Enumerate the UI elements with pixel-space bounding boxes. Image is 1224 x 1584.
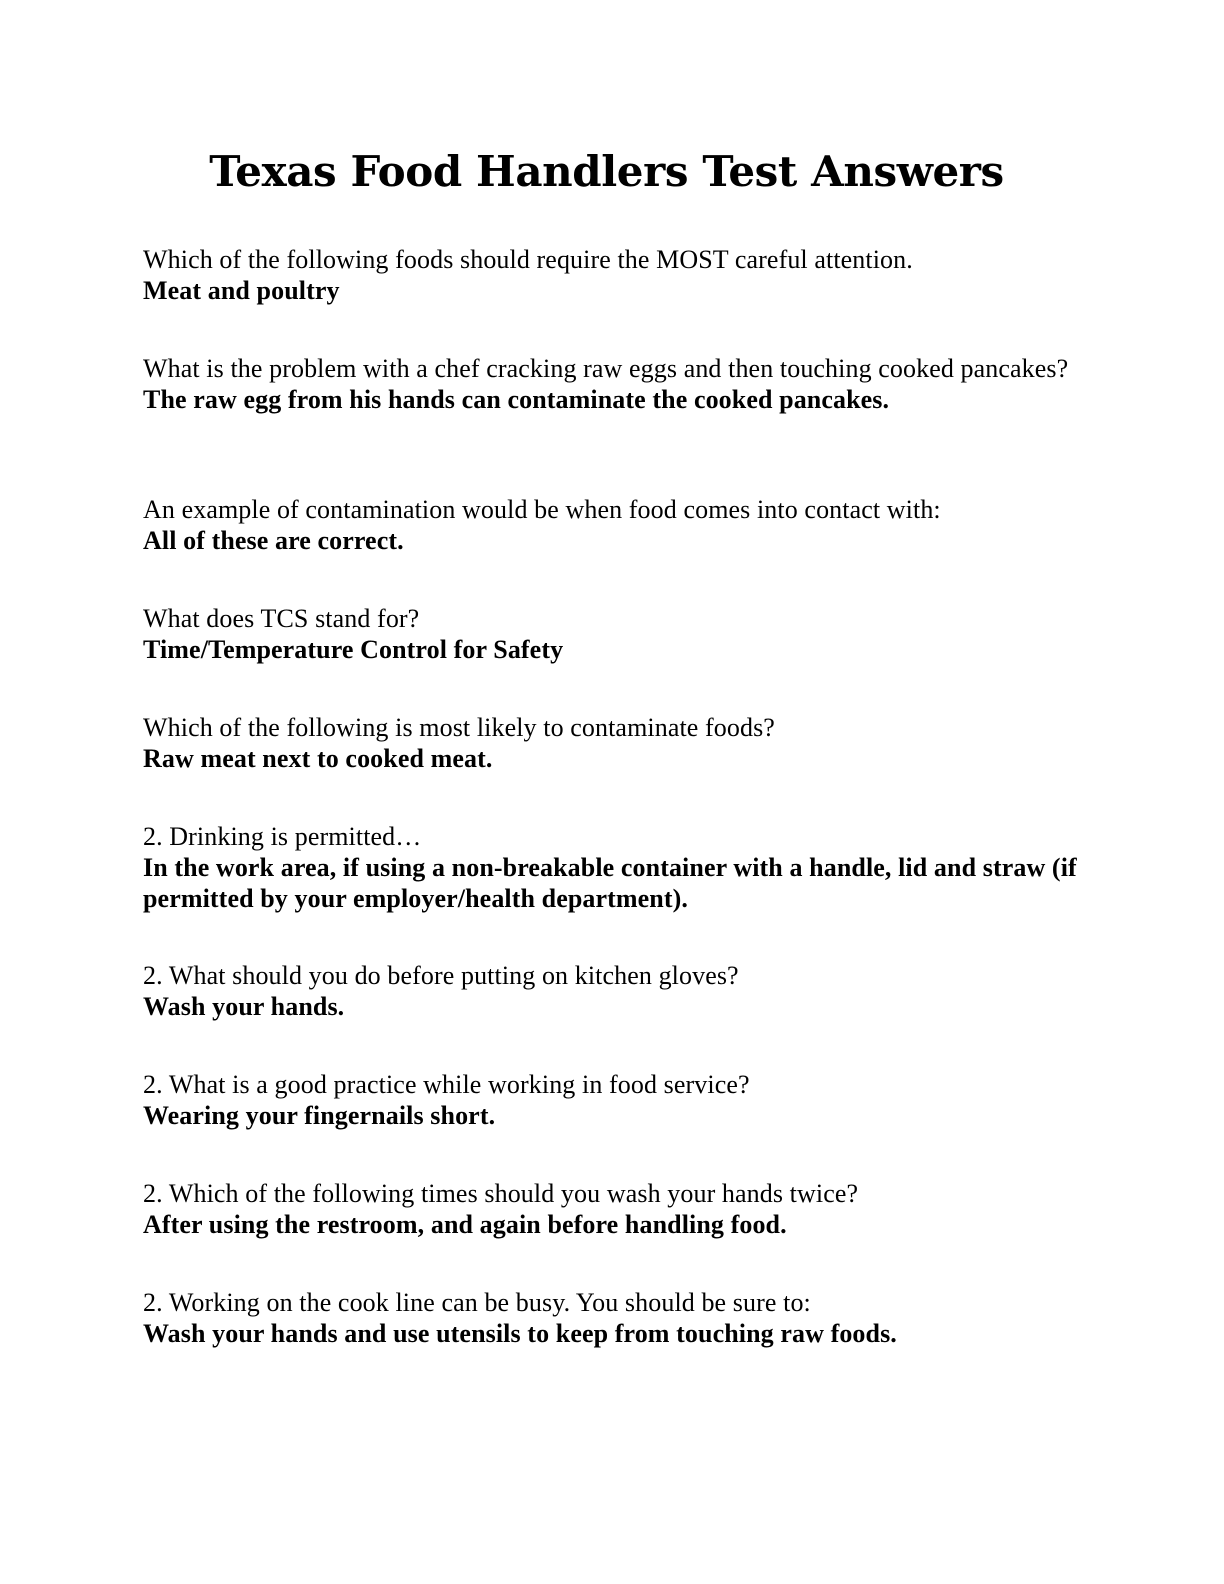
question-text: 2. Which of the following times should you wash your hands twice? xyxy=(143,1179,859,1208)
answer-text: Wash your hands. xyxy=(143,992,345,1021)
question-text: An example of contamination would be when food comes into contact with: xyxy=(143,495,941,524)
answer-text: The raw egg from his hands can contaminate the cooked pancakes. xyxy=(143,385,890,414)
question-text: 2. What should you do before putting on kitchen gloves? xyxy=(143,961,739,990)
qa-item xyxy=(143,821,1083,914)
question-text: What does TCS stand for? xyxy=(143,604,420,633)
qa-item xyxy=(143,712,1083,774)
page-title: Texas Food Handlers Test Answers xyxy=(209,147,1004,196)
qa-item xyxy=(143,1287,1083,1349)
answer-text: After using the restroom, and again before handling food. xyxy=(143,1210,787,1239)
answer-text: Time/Temperature Control for Safety xyxy=(143,635,564,664)
qa-item xyxy=(143,353,1083,415)
question-text: What is the problem with a chef cracking raw eggs and then touching cooked pancakes? xyxy=(143,354,1069,383)
qa-item xyxy=(143,494,1083,556)
answer-text: All of these are correct. xyxy=(143,526,404,555)
question-text: 2. What is a good practice while working in food service? xyxy=(143,1070,750,1099)
qa-item xyxy=(143,244,1083,306)
question-text: Which of the following is most likely to contaminate foods? xyxy=(143,713,775,742)
question-text: 2. Working on the cook line can be busy. You should be sure to: xyxy=(143,1288,811,1317)
answer-text: Meat and poultry xyxy=(143,276,340,305)
answer-text: Raw meat next to cooked meat. xyxy=(143,744,493,773)
qa-item xyxy=(143,1178,1083,1240)
answer-text: Wash your hands and use utensils to keep from touching raw foods. xyxy=(143,1319,897,1348)
qa-item xyxy=(143,603,1083,665)
qa-item xyxy=(143,960,1083,1022)
question-text: Which of the following foods should require the MOST careful attention. xyxy=(143,245,913,274)
answer-text: Wearing your fingernails short. xyxy=(143,1101,496,1130)
qa-item xyxy=(143,1069,1083,1131)
question-text: 2. Drinking is permitted… xyxy=(143,822,422,851)
answer-text: In the work area, if using a non-breakable container with a handle, lid and straw (if permitted by your employer/health department). xyxy=(143,853,1077,913)
